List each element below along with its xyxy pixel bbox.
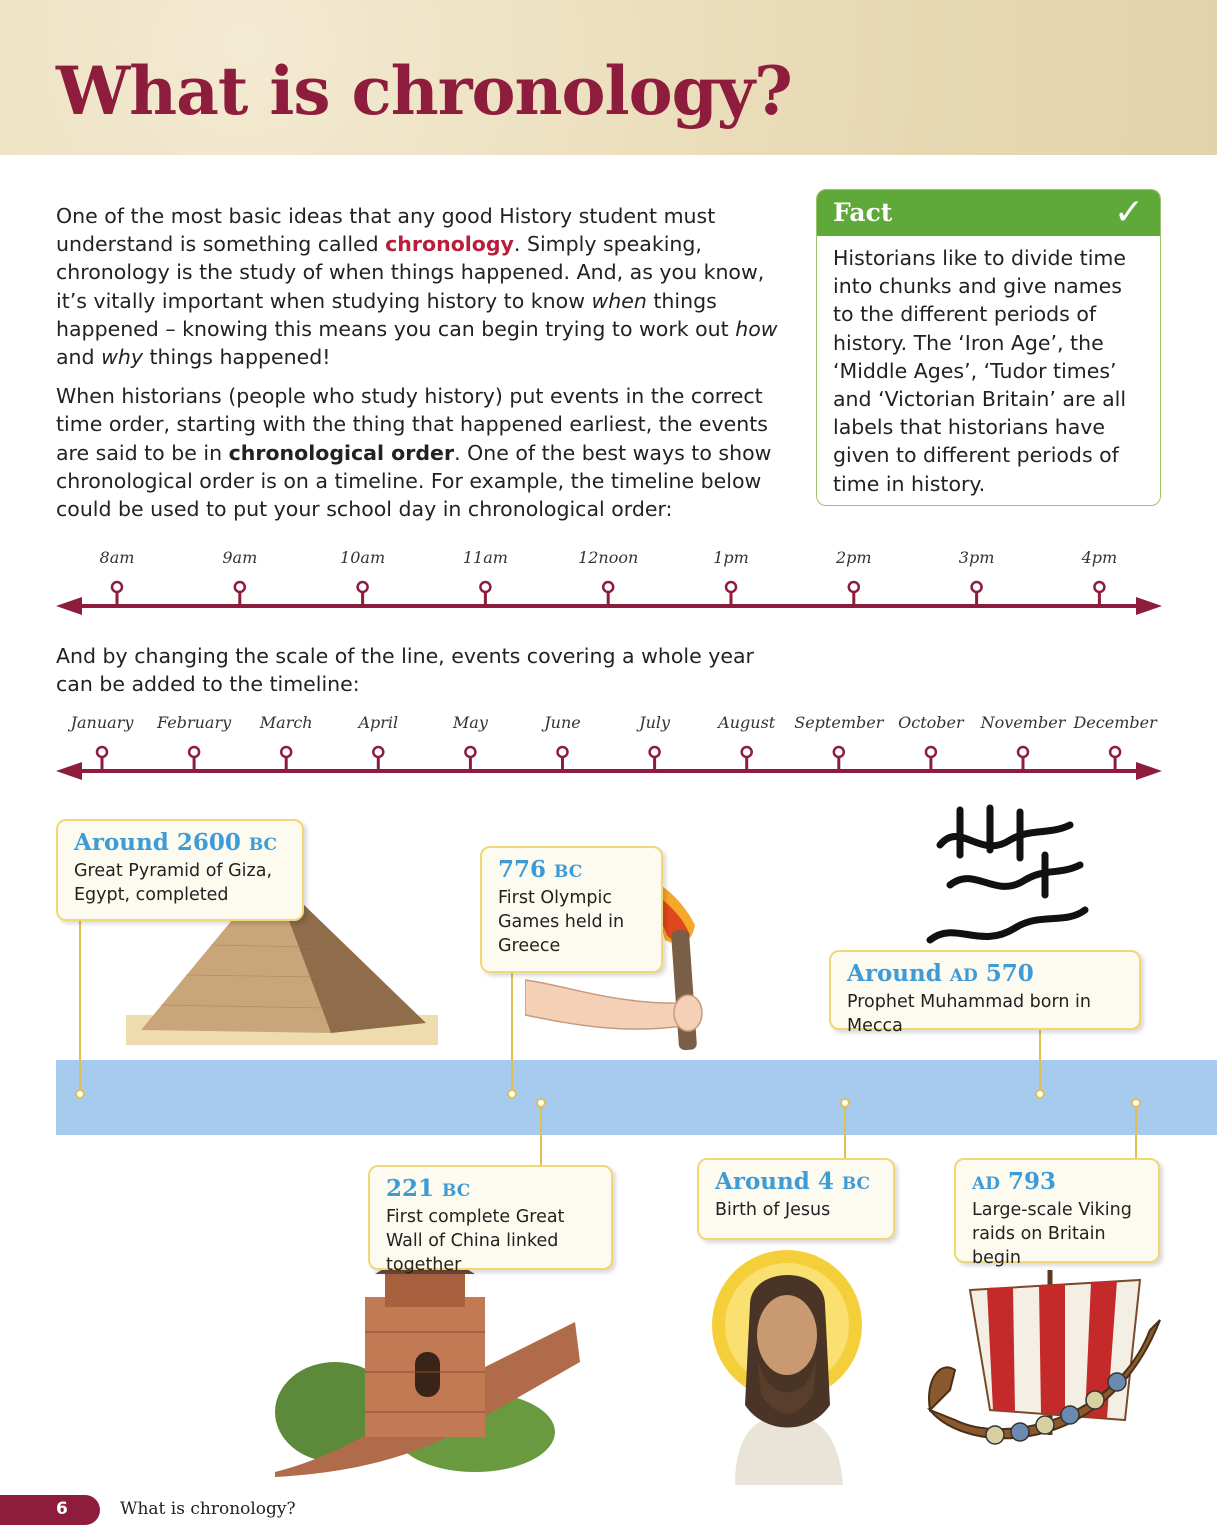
event-description: Great Pyramid of Giza, Egypt, completed <box>74 861 273 905</box>
timeline-label: September <box>794 713 884 732</box>
timeline-label: June <box>544 713 581 732</box>
keyword-chronology: chronology <box>385 232 514 257</box>
year-timeline-intro: And by changing the scale of the line, events covering a whole year can be added to the timeline: <box>56 644 754 696</box>
event-date: Around 4 BC <box>715 1168 871 1195</box>
timeline-label: August <box>718 713 776 732</box>
event-date: 776 BC <box>498 856 583 883</box>
timeline-label: November <box>980 713 1066 732</box>
page-title: What is chronology? <box>56 52 792 130</box>
timeline-label: January <box>70 713 134 732</box>
event-card-olympic <box>480 846 663 973</box>
event-date: Around 2600 BC <box>74 829 278 856</box>
timeline-tick-pin <box>189 747 199 757</box>
timeline-tick-pin <box>1110 747 1120 757</box>
timeline-arrow-left <box>56 762 82 780</box>
timeline-label: February <box>157 713 232 732</box>
timeline-label: 12noon <box>578 548 639 567</box>
event-description: Birth of Jesus <box>715 1200 831 1220</box>
event-card-muhammad <box>829 950 1141 1036</box>
timeline-label: 2pm <box>836 548 872 567</box>
event-card-pyramid <box>56 819 304 921</box>
keyword-chronological-order: chronological order <box>228 440 455 465</box>
event-card-great-wall <box>368 1165 613 1275</box>
jesus-illustration <box>695 1245 880 1485</box>
timeline-arrow-right <box>1136 762 1162 780</box>
timeline-tick-pin <box>97 747 107 757</box>
event-date: 221 BC <box>386 1175 471 1202</box>
timeline-label: 9am <box>222 548 258 567</box>
timeline-label: October <box>898 713 964 732</box>
fact-heading: Fact ✓ <box>817 190 1160 236</box>
timeline-label: 10am <box>340 548 386 567</box>
timeline-tick-pin <box>465 747 475 757</box>
timeline-label: 4pm <box>1081 548 1118 567</box>
event-date: AD 793 <box>972 1168 1056 1195</box>
event-card-viking <box>954 1158 1160 1268</box>
event-description: First Olympic Games held in Greece <box>498 888 625 956</box>
timeline-tick-pin <box>1018 747 1028 757</box>
timeline-tick-pin <box>558 747 568 757</box>
timeline-tick-pin <box>834 747 844 757</box>
event-description: Prophet Muhammad born in Mecca <box>847 992 1091 1036</box>
checkmark-icon: ✓ <box>1113 192 1144 233</box>
timeline-label: July <box>639 713 671 732</box>
timeline-label: 8am <box>99 548 135 567</box>
timeline-label: April <box>358 713 399 732</box>
timeline-tick-pin <box>373 747 383 757</box>
timeline-tick-pin <box>742 747 752 757</box>
page-number: 6 <box>0 1495 100 1525</box>
event-card-jesus <box>697 1158 895 1240</box>
timeline-label: March <box>259 713 313 732</box>
timeline-label: 1pm <box>713 548 749 567</box>
timeline-label: December <box>1073 713 1157 732</box>
timeline-tick-pin <box>281 747 291 757</box>
intro-paragraph-2: When historians (people who study history) put events in the correct time order, starting with the thing that happened earliest, the events are said to be in chronological order. One of the best ways to show chronological order is on a timeline. For example, the timeline below could be used to put your school day in chronological order: <box>56 384 772 522</box>
footer-title: What is chronology? <box>120 1499 296 1519</box>
event-date: Around AD 570 <box>847 960 1034 987</box>
calligraphy-illustration <box>920 800 1095 955</box>
timeline-tick-pin <box>926 747 936 757</box>
event-description: First complete Great Wall of China linked together <box>386 1207 565 1275</box>
timeline-label: 11am <box>462 548 508 567</box>
great-wall-illustration <box>275 1262 585 1477</box>
timeline-tick-pin <box>650 747 660 757</box>
viking-ship-illustration <box>925 1260 1165 1485</box>
event-description: Large-scale Viking raids on Britain begin <box>972 1200 1132 1268</box>
fact-body: Historians like to divide time into chunks and give names to the different periods of history. The ‘Iron Age’, the ‘Middle Ages’, ‘Tudor times’ and ‘Victorian Britain’ are all labels that historians have given to different periods of time in history. <box>833 246 1127 496</box>
timeline-label: 3pm <box>958 548 995 567</box>
timeline-label: May <box>452 713 488 732</box>
history-timeline-band <box>56 1060 1217 1135</box>
intro-paragraph-1: One of the most basic ideas that any good History student must understand is something called chronology. Simply speaking, chronology is the study of when things happened. And, as you know, it’s vitally important when studying history to know when things happened – knowing this means you can begin trying to work out how and why things happened! <box>56 204 778 370</box>
